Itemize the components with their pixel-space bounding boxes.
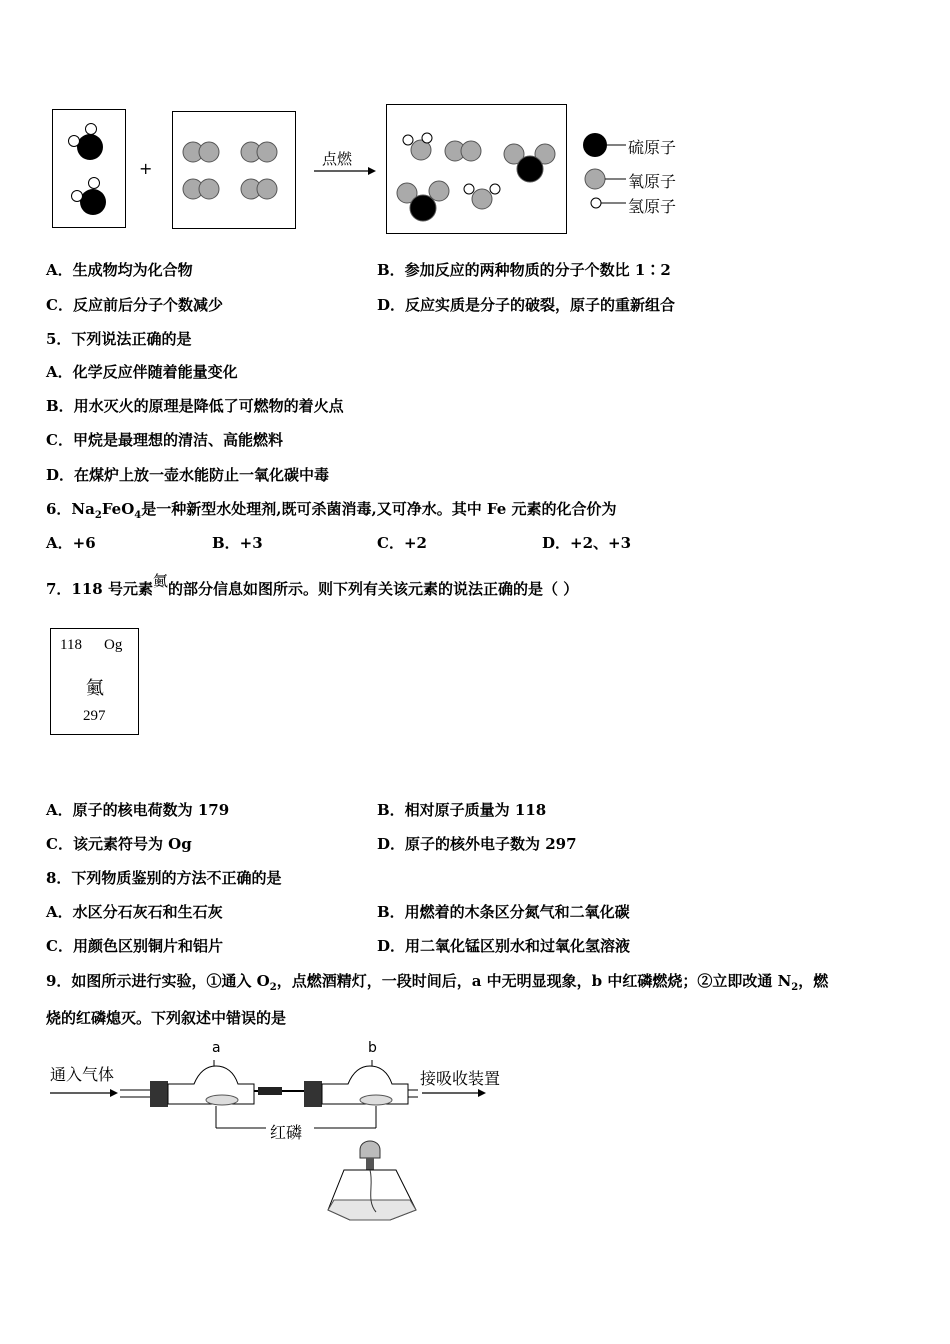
q8-option-b: B．用燃着的木条区分氮气和二氧化碳 bbox=[377, 903, 630, 921]
q7-option-d: D．原子的核外电子数为 297 bbox=[377, 835, 577, 853]
plus-sign: + bbox=[139, 159, 153, 178]
q9-stem-line1: 9．如图所示进行实验，①通入 $O_2$，点燃酒精灯，一段时间后，a 中无明显现象，b 中红磷燃烧；②立即改通 $N_2$，燃 bbox=[46, 972, 829, 993]
q7-stem: 7．118 号元素鿫的部分信息如图所示。则下列有关该元素的说法正确的是（ ） bbox=[46, 572, 579, 598]
product-molecules bbox=[387, 105, 566, 233]
q8-stem: 8．下列物质鉴别的方法不正确的是 bbox=[46, 869, 282, 887]
tube-a-label: a bbox=[212, 1040, 221, 1056]
q5-option-c: C．甲烷是最理想的清洁、高能燃料 bbox=[46, 431, 283, 449]
arrow-label: 点燃 bbox=[322, 150, 353, 168]
reaction-arrow bbox=[314, 148, 376, 178]
q4-option-a: A．生成物均为化合物 bbox=[46, 261, 193, 279]
atomic-mass: 297 bbox=[83, 708, 106, 724]
inlet-label: 通入气体 bbox=[50, 1065, 115, 1084]
q7-option-c: C．该元素符号为 Og bbox=[46, 835, 192, 853]
q8-option-a: A．水区分石灰石和生石灰 bbox=[46, 903, 223, 921]
legend bbox=[580, 128, 700, 223]
q4-option-d: D．反应实质是分子的破裂，原子的重新组合 bbox=[377, 296, 676, 314]
q5-stem: 5．下列说法正确的是 bbox=[46, 330, 192, 348]
element-card bbox=[50, 628, 139, 735]
q5-option-b: B．用水灭火的原理是降低了可燃物的着火点 bbox=[46, 397, 344, 415]
phosphorus-label: 红磷 bbox=[270, 1123, 303, 1142]
element-name: 鿫 bbox=[86, 678, 104, 699]
reactant-box-1 bbox=[52, 109, 126, 228]
q6-option-c: C．+2 bbox=[377, 534, 427, 552]
o2-molecules bbox=[173, 112, 295, 228]
q6-stem: 6．$Na_2FeO_4$是一种新型水处理剂,既可杀菌消毒,又可净水。其中 Fe 元素的化合价为 bbox=[46, 500, 617, 521]
h2s-molecules bbox=[53, 110, 125, 227]
q9-stem-line2: 烧的红磷熄灭。下列叙述中错误的是 bbox=[46, 1009, 287, 1027]
product-box bbox=[386, 104, 567, 234]
q8-option-c: C．用颜色区别铜片和铝片 bbox=[46, 937, 223, 955]
q7-option-b: B．相对原子质量为 118 bbox=[377, 801, 547, 819]
apparatus-diagram bbox=[44, 1040, 524, 1230]
outlet-label: 接吸收装置 bbox=[420, 1069, 501, 1088]
q7-option-a: A．原子的核电荷数为 179 bbox=[46, 801, 230, 819]
apparatus-drawing bbox=[44, 1040, 524, 1230]
legend-sulfur: 硫原子 bbox=[628, 138, 677, 157]
atomic-number: 118 bbox=[60, 637, 82, 653]
q6-option-d: D．+2、+3 bbox=[542, 534, 632, 552]
legend-hydrogen: 氢原子 bbox=[628, 197, 677, 216]
legend-oxygen: 氧原子 bbox=[628, 172, 677, 191]
tube-b-label: b bbox=[368, 1040, 377, 1056]
element-char-inline: 鿫 bbox=[152, 572, 168, 590]
q5-option-a: A．化学反应伴随着能量变化 bbox=[46, 363, 238, 381]
q6-option-a: A．+6 bbox=[46, 534, 96, 552]
q5-option-d: D．在煤炉上放一壶水能防止一氧化碳中毒 bbox=[46, 466, 330, 484]
element-symbol: Og bbox=[104, 637, 123, 653]
q4-option-c: C．反应前后分子个数减少 bbox=[46, 296, 223, 314]
reactant-box-2 bbox=[172, 111, 296, 229]
q4-option-b: B．参加反应的两种物质的分子个数比 1∶2 bbox=[377, 261, 671, 279]
q8-option-d: D．用二氧化锰区别水和过氧化氢溶液 bbox=[377, 937, 631, 955]
q6-option-b: B．+3 bbox=[212, 534, 263, 552]
